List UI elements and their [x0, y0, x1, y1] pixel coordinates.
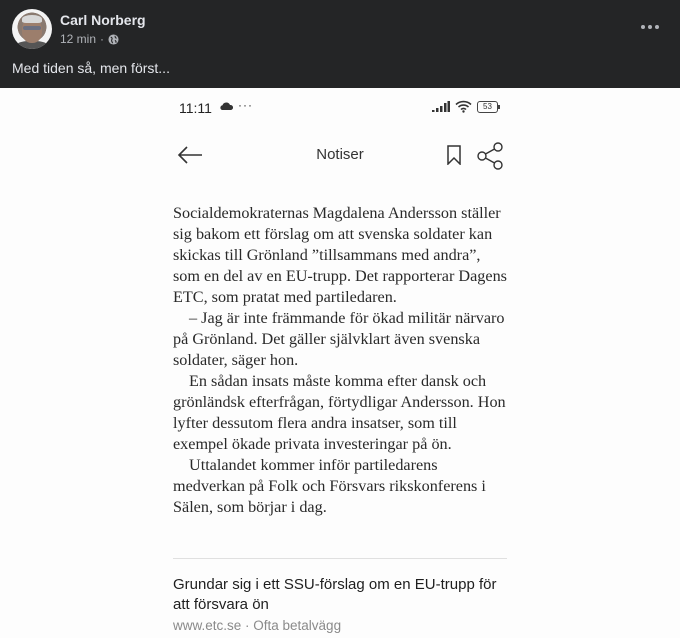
signal-icon: [432, 101, 450, 112]
battery-icon: 53: [477, 101, 498, 113]
post-caption: Med tiden så, men först...: [12, 60, 170, 76]
post-meta: [60, 32, 119, 46]
author-name[interactable]: Carl Norberg: [60, 12, 146, 28]
article-paragraph: Socialdemokraternas Magdalena Andersson ställer sig bakom ett förslag om att svenska soldater kan skickas till Grönland ”tillsammans med andra”, som en del av en EU-trupp. Det rapporterar Dagens ETC, som pratat med partiledaren.: [173, 204, 507, 306]
link-source: www.etc.se · Ofta betalvägg: [173, 618, 342, 633]
link-title[interactable]: Grundar sig i ett SSU-förslag om en EU-trupp för att försvara ön: [173, 576, 497, 613]
post-header: [0, 0, 680, 88]
status-indicators: [432, 100, 498, 113]
bookmark-icon[interactable]: [446, 145, 462, 165]
article-paragraph: – Jag är inte främmande för ökad militär närvaro på Grönland. Det gäller självklart även svenska soldater, säger hon.: [173, 309, 505, 369]
avatar[interactable]: [12, 9, 52, 49]
avatar-glasses: [23, 26, 41, 30]
more-horizontal-icon: [655, 25, 659, 29]
divider: [173, 558, 507, 559]
wifi-icon: [455, 100, 472, 113]
article-body: [173, 203, 508, 518]
meta-separator: ·: [100, 32, 105, 46]
status-more-icon: ···: [238, 98, 253, 112]
article-paragraph: En sådan insats måste komma efter dansk och grönländsk efterfrågan, förtydligar Andersson. Hon lyfter dessutom flera andra insatser, som till exempel ökade privata investeringar på ön.: [173, 372, 506, 453]
status-time: 11:11: [179, 100, 212, 116]
post-time[interactable]: 12 min: [60, 32, 97, 46]
globe-icon[interactable]: [108, 34, 119, 45]
arrow-left-icon[interactable]: [177, 145, 203, 165]
article-paragraph: Uttalandet kommer inför partiledarens medverkan på Folk och Försvars rikskonferens i Sälen, som börjar i dag.: [173, 456, 486, 516]
cloud-icon: [220, 102, 233, 110]
share-icon[interactable]: [476, 142, 504, 170]
page-title: Notiser: [316, 146, 364, 163]
more-horizontal-icon: [641, 25, 645, 29]
avatar-hair: [22, 15, 42, 23]
more-horizontal-icon: [648, 25, 652, 29]
more-options-button[interactable]: [636, 18, 664, 36]
